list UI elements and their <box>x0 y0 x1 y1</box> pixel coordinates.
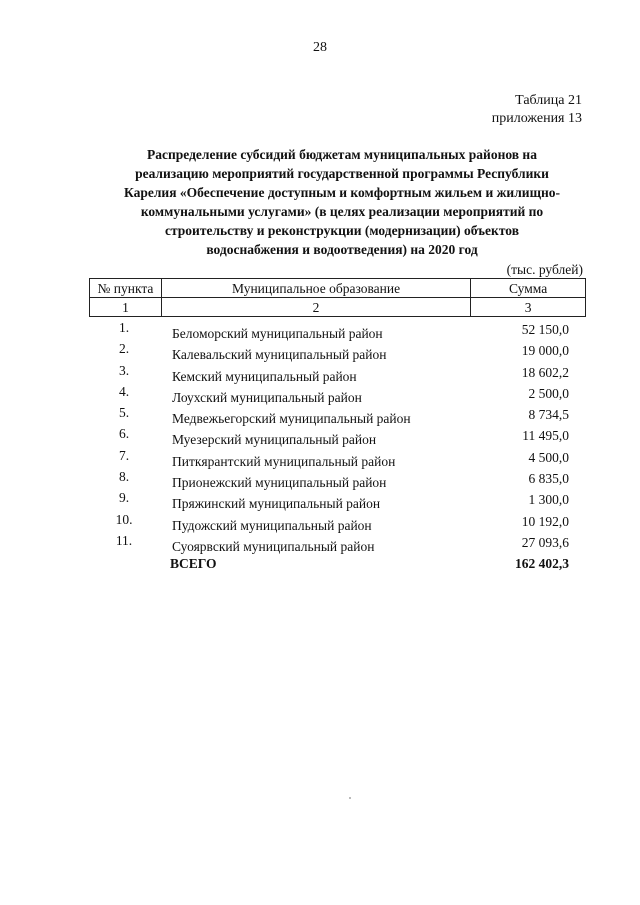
table-row <box>89 488 586 512</box>
header-row <box>90 279 586 298</box>
row-amount: 2 500,0 <box>528 385 569 401</box>
total-row <box>89 552 586 573</box>
header-numbers-row <box>90 298 586 317</box>
row-amount: 6 835,0 <box>528 471 569 487</box>
row-amount: 18 602,2 <box>521 364 569 380</box>
row-amount: 52 150,0 <box>521 322 569 337</box>
header-num-1: 1 <box>90 298 162 317</box>
row-municipality: Прионежский муниципальный район <box>172 475 387 491</box>
row-amount: 10 192,0 <box>521 513 569 529</box>
table-row <box>89 531 586 552</box>
row-municipality: Медвежьегорский муниципальный район <box>172 411 411 427</box>
total-label: ВСЕГО <box>170 556 217 572</box>
row-amount: 8 734,5 <box>528 407 569 423</box>
row-municipality: Муезерский муниципальный район <box>172 432 377 448</box>
table-body <box>89 318 586 574</box>
row-amount: 27 093,6 <box>521 534 569 550</box>
row-number: 8. <box>118 469 130 485</box>
title-line5: строительству и реконструкции (модернизации) объектов <box>165 223 519 238</box>
header-col-municipality: Муниципальное образование <box>161 279 470 298</box>
table-row <box>89 467 586 491</box>
title-line1: Распределение субсидий бюджетам муниципальных районов на <box>147 147 537 162</box>
row-number: 7. <box>118 447 130 463</box>
header-num-2: 2 <box>161 298 470 317</box>
header-col-number: № пункта <box>90 279 162 298</box>
row-amount: 1 300,0 <box>528 492 569 508</box>
title-line4: коммунальными услугами» (в целях реализации мероприятий по <box>140 204 544 219</box>
table-row <box>89 446 586 467</box>
units-note: (тыс. рублей) <box>506 262 583 277</box>
table-row <box>89 403 586 427</box>
row-number: 11. <box>115 532 133 548</box>
row-number: 1. <box>118 320 130 335</box>
row-amount: 19 000,0 <box>521 343 569 359</box>
row-number: 10. <box>115 511 133 527</box>
row-number: 4. <box>118 383 130 399</box>
row-municipality: Пудожский муниципальный район <box>172 517 372 533</box>
row-municipality: Суоярвский муниципальный район <box>172 538 375 554</box>
row-amount: 11 495,0 <box>522 428 569 444</box>
scan-speck <box>349 797 351 799</box>
row-number: 5. <box>118 405 130 421</box>
table-row <box>89 510 586 531</box>
table-row <box>89 339 586 363</box>
row-municipality: Кемский муниципальный район <box>172 368 357 384</box>
page-number: 28 <box>313 40 327 55</box>
title-line3: Карелия «Обеспечение доступным и комфортным жильем и жилищно- <box>124 185 560 200</box>
table-row <box>89 318 586 339</box>
title-line6: водоснабжения и водоотведения) на 2020 год <box>206 242 478 257</box>
row-number: 6. <box>118 426 130 442</box>
row-municipality: Лоухский муниципальный район <box>172 389 362 405</box>
row-number: 2. <box>118 341 130 357</box>
table-row <box>89 424 586 448</box>
title-line2: реализацию мероприятий государственной программы Республики <box>135 166 549 181</box>
row-number: 9. <box>118 490 130 506</box>
table-reference-line2: приложения 13 <box>491 111 582 126</box>
row-municipality: Калевальский муниципальный район <box>172 347 387 363</box>
table-header <box>89 278 586 317</box>
table-row <box>89 361 586 382</box>
document-title <box>92 145 592 259</box>
row-number: 3. <box>118 362 130 378</box>
table-reference <box>492 92 582 128</box>
row-amount: 4 500,0 <box>528 449 569 465</box>
row-municipality: Питкярантский муниципальный район <box>172 453 396 469</box>
table-row <box>89 382 586 403</box>
row-municipality: Пряжинский муниципальный район <box>172 496 381 512</box>
header-col-amount: Сумма <box>471 279 586 298</box>
total-amount: 162 402,3 <box>515 556 569 572</box>
header-num-3: 3 <box>471 298 586 317</box>
table-reference-line1: Таблица 21 <box>515 93 582 108</box>
row-municipality: Беломорский муниципальный район <box>172 326 383 341</box>
